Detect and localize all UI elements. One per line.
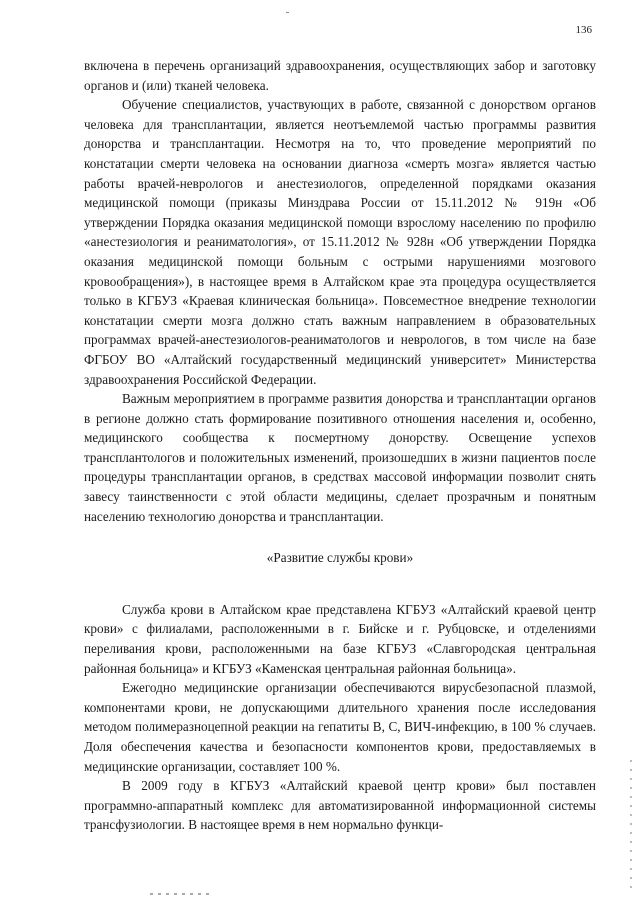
paragraph-public-attitude: Важным мероприятием в программе развития донорства и трансплантации органов в регионе должно стать формирование позитивного отношения населения и, особенно, медицинского сообщества к посмертному донорству. Освещение успехов трансплантологов и положительных изменений, произошедших в жизни пациентов после процедуры трансплантации органов, в средствах массовой информации позволит снять завесу таинственности с этой области медицины, сделает прозрачным и понятным населению технологию донорства и трансплантации. [84,391,596,524]
paragraph-plasma-supply: Ежегодно медицинские организации обеспечиваются вирусбезопасной плазмой, компонентами крови, не допускающими длительного хранения после исследования методом полимеразноцепной реакции на гепатиты B, C, ВИЧ-инфекцию, в 100 % случаев. Доля обеспечения качества и безопасности компонентов крови, предоставляемых в медицинские организации, составляет 100 %. [84,680,596,774]
paragraph-specialist-training: Обучение специалистов, участвующих в работе, связанной с донорством органов человека для трансплантации, является неотъемлемой частью программы развития донорства и трансплантации. Несмотря на то, что проведение мероприятий по констатации смерти человека на основании диагноза «смерть мозга» является частью работы врачей-неврологов и анестезиологов, определенной порядками оказания медицинской помощи (приказы Минздрава России от 15.11.2012 № 919н «Об утверждении Порядка оказания медицинской помощи взрослому населению по профилю «анестезиология и реаниматология», от 15.11.2012 № 928н «Об утверждении Порядка оказания медицинской помощи больным с острыми нарушениями мозгового кровообращения»), в настоящее время в Алтайском крае эта процедура осуществляется только в КГБУЗ «Краевая клиническая больница». Повсеместное внедрение технологии констатации смерти мозга должно стать важным направлением в образовательных программах врачей-анестезиологов-реаниматологов и неврологов, в том числе на базе ФГБОУ ВО «Алтайский государственный медицинский университет» Министерства здравоохранения Российской Федерации. [84,97,596,387]
section-heading: «Развитие службы крови» [266,550,414,566]
scan-artifact [630,760,632,890]
body-text [84,56,596,835]
paragraph-information-system: В 2009 году в КГБУЗ «Алтайский краевой центр крови» был поставлен программно-аппаратный комплекс для автоматизированной информационной системы трансфузиологии. В настоящее время в нем нормально функци- [84,778,596,833]
scan-mark [286,12,289,13]
paragraph-continuation: включена в перечень организаций здравоохранения, осуществляющих забор и заготовку органов и (или) тканей человека. [84,58,596,93]
page-number: 136 [575,24,592,36]
paragraph-blood-service: Служба крови в Алтайском крае представлена КГБУЗ «Алтайский краевой центр крови» с филиалами, расположенными в г. Бийске и г. Рубцовске, и отделениями переливания крови, расположенными на базе КГБУЗ «Славгородская центральная районная больница» и КГБУЗ «Каменская центральная районная больница». [84,601,596,676]
scan-artifact-bottom [150,893,210,895]
